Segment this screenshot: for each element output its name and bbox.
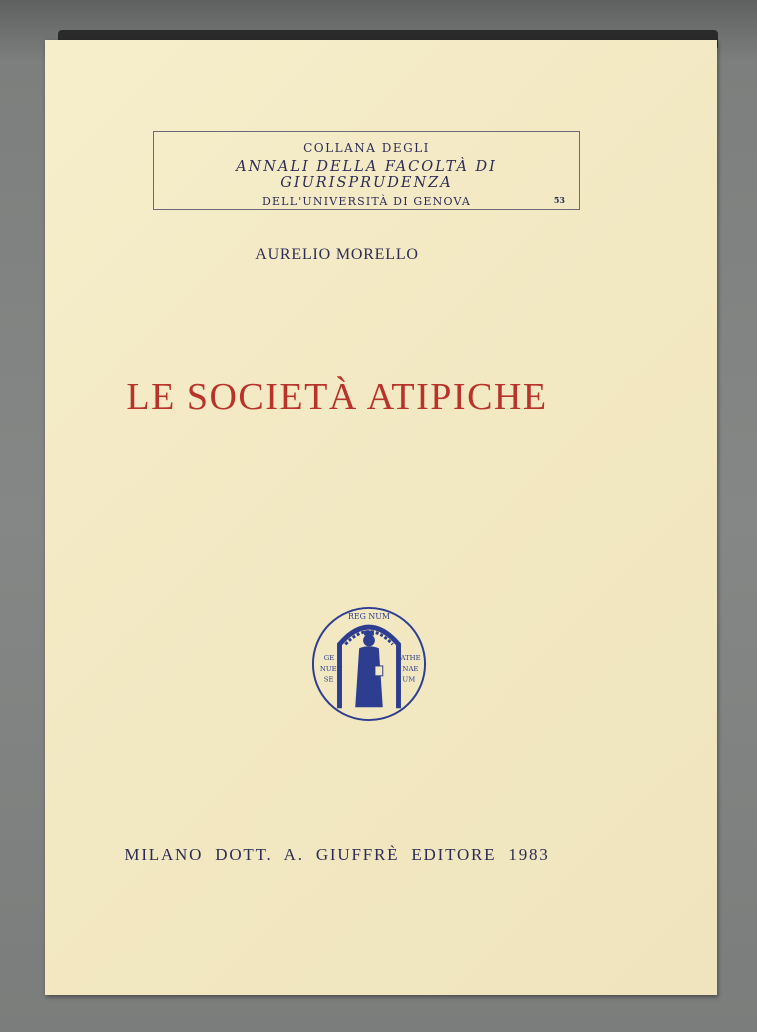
series-line-1: COLLANA DEGLI — [303, 141, 430, 155]
book-title: LE SOCIETÀ ATIPICHE — [126, 376, 548, 418]
series-box — [153, 131, 580, 210]
svg-text:REG NUM: REG NUM — [348, 611, 390, 621]
publisher-imprint: MILANO DOTT. A. GIUFFRÈ EDITORE 1983 — [124, 845, 550, 864]
svg-text:UM: UM — [402, 675, 416, 684]
book-cover — [45, 40, 717, 995]
series-line-3: DELL'UNIVERSITÀ DI GENOVA — [261, 195, 472, 208]
svg-text:SE: SE — [323, 675, 334, 684]
series-number: 53 — [553, 195, 565, 205]
svg-text:GE: GE — [323, 654, 335, 663]
university-seal-icon — [310, 605, 428, 723]
svg-text:NUEN: NUEN — [319, 664, 343, 673]
svg-text:ATHE: ATHE — [400, 654, 421, 663]
svg-text:NAE: NAE — [402, 664, 419, 673]
series-line-2: ANNALI DELLA FACOLTÀ DI GIURISPRUDENZA — [236, 159, 497, 191]
author-name: AURELIO MORELLO — [255, 246, 419, 263]
